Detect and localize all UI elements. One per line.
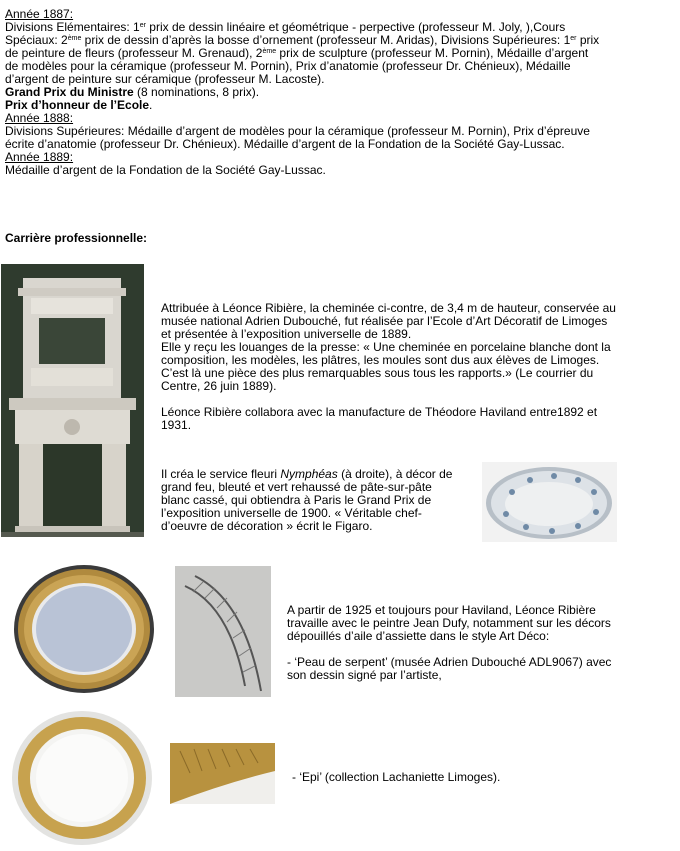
award-1888-line-1: Divisions Supérieures: Médaille d’argent de modèles pour la céramique (professeur M. Pornin), Prix d’épreuve	[5, 124, 590, 138]
grand-prix-line: Grand Prix du Ministre (8 nominations, 8 prix).	[5, 85, 260, 99]
dufy-description: A partir de 1925 et toujours pour Haviland, Léonce Ribière travaille avec le peintre Jean Dufy, notamment sur les décors dépouillés d’aile d’assiette dans le style Art Déco: - ‘Peau de serpent’ (musée Adrien Dubouché ADL9067) avec son dessin signé par l’artiste,	[287, 603, 612, 682]
chimney-photo	[1, 264, 144, 537]
award-1889-line-1: Médaille d’argent de la Fondation de la Société Gay-Lussac.	[5, 163, 326, 177]
epi-plate-photo	[8, 706, 156, 848]
nympheas-plate-photo	[482, 462, 617, 542]
award-1887-line-5: d’argent de peinture sur céramique (professeur M. Lacoste).	[5, 72, 325, 86]
epi-detail-photo	[170, 743, 275, 804]
award-1888-line-2: écrite d’anatomie (professeur Dr. Chénieux). Médaille d’argent de la Fondation de la Société Gay-Lussac.	[5, 137, 565, 151]
year-1887-heading: Année 1887:	[5, 7, 74, 21]
nympheas-description: Il créa le service fleuri Nymphéas (à droite), à décor de grand feu, bleuté et vert rehaussé de pâte-sur-pâte blanc cassé, qui obtiendra à Paris le Grand Prix de l’exposition universelle de 1900. « Véritable chef- d’oeuvre de décoration » écrit le Figaro.	[161, 467, 453, 533]
peau-de-serpent-plate-photo	[12, 563, 156, 695]
year-1888-heading: Année 1888:	[5, 111, 74, 125]
award-1887-line-1: Divisions Elémentaires: 1er prix de dessin linéaire et géométrique - perpective (professeur M. Joly, ),Cours	[5, 20, 566, 34]
award-1887-line-3: de peinture de fleurs (professeur M. Grenaud), 2ème prix de sculpture (professeur M. Pornin), Médaille d’argent	[5, 46, 589, 60]
epi-description: - ‘Epi’ (collection Lachaniette Limoges).	[292, 770, 501, 784]
award-1887-line-2: Spéciaux: 2ème prix de dessin d’après la bosse d’ornement (professeur M. Aridas), Divisions Supérieures: 1er prix	[5, 33, 600, 47]
prix-honneur-line: Prix d’honneur de l’Ecole.	[5, 98, 153, 112]
career-heading: Carrière professionnelle:	[5, 231, 148, 245]
artist-drawing-photo	[175, 566, 271, 697]
year-1889-heading: Année 1889:	[5, 150, 74, 164]
awards-section	[5, 8, 673, 177]
award-1887-line-4: de modèles pour la céramique (professeur M. Pornin), Prix d’anatomie (professeur Dr. Chénieux), Médaille	[5, 59, 571, 73]
chimney-description: Attribuée à Léonce Ribière, la cheminée ci-contre, de 3,4 m de hauteur, conservée au musée national Adrien Dubouché, fut réalisée par l’Ecole d’Art Décoratif de Limoges et présentée à l’exposition universelle de 1889. Elle y reçu les louanges de la presse: « Une cheminée en porcelaine blanche dont la composition, les modèles, les plâtres, les moules sont dus aux élèves de Limoges. C’est là une pièce des plus remarquables sous tous les rapports.» (Le courrier du Centre, 26 juin 1889). Léonce Ribière collabora avec la manufacture de Théodore Haviland entre1892 et 1931.	[161, 301, 616, 432]
